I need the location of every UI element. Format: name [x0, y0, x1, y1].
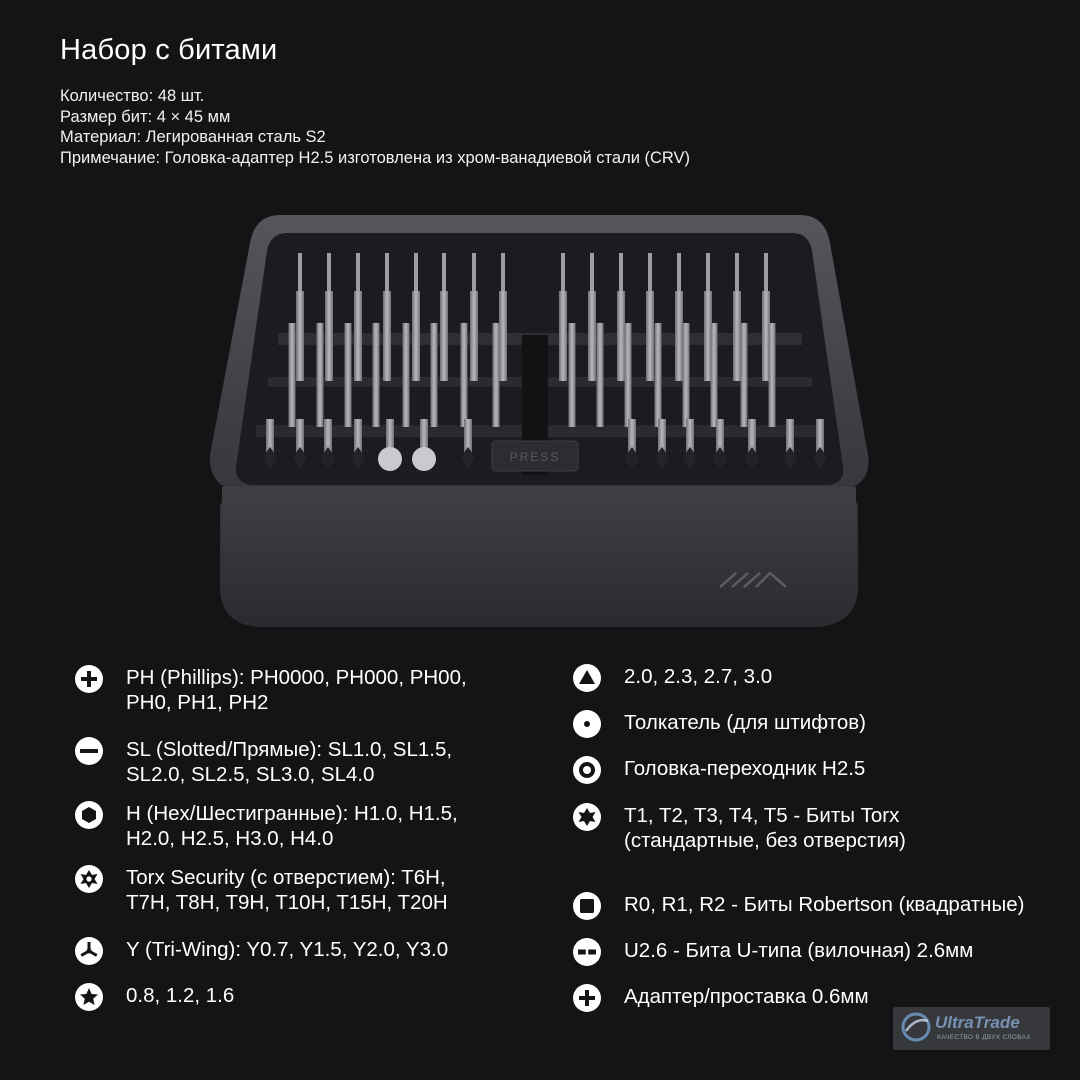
- bit-tip: [414, 253, 418, 293]
- bit-tip: [648, 253, 652, 293]
- bit-tip: [327, 253, 331, 293]
- bit-shank: [683, 323, 690, 427]
- bit-shank: [559, 291, 567, 381]
- minus-circle-icon: [74, 736, 104, 766]
- watermark-subtitle: КАЧЕСТВО В ДВУХ СЛОВАХ: [937, 1034, 1031, 1041]
- bit-shank: [354, 291, 362, 381]
- bit-tip: [442, 253, 446, 293]
- legend-text: H2.0, H2.5, H3.0, H4.0: [126, 827, 334, 850]
- bit-tip: [385, 253, 389, 293]
- bit-shank: [403, 323, 410, 427]
- bit-shank: [325, 291, 333, 381]
- bit-shank: [440, 291, 448, 381]
- bit-shank: [470, 291, 478, 381]
- tri-wing-icon: [74, 936, 104, 966]
- bit-tip: [764, 253, 768, 293]
- legend-text: R0, R1, R2 - Биты Robertson (квадратные): [624, 893, 1025, 916]
- legend-text: 0.8, 1.2, 1.6: [126, 984, 235, 1007]
- legend-text: Y (Tri-Wing): Y0.7, Y1.5, Y2.0, Y3.0: [126, 938, 449, 961]
- press-label: PRESS: [509, 450, 561, 464]
- legend-text: PH0, PH1, PH2: [126, 691, 269, 714]
- square-circle-icon: [572, 891, 602, 921]
- legend-text: T1, T2, T3, T4, T5 - Биты Torx: [624, 804, 900, 827]
- legend-text: SL (Slotted/Прямые): SL1.0, SL1.5,: [126, 738, 453, 761]
- bit-tip: [356, 253, 360, 293]
- bit-socket: [378, 447, 402, 471]
- bit-tip: [501, 253, 505, 293]
- bit-shank: [646, 291, 654, 381]
- u-type-icon: [572, 937, 602, 967]
- bit-shank: [431, 323, 438, 427]
- spec-list: [60, 86, 690, 168]
- legend-text: Головка-переходник H2.5: [624, 757, 866, 780]
- bit-shank: [597, 323, 604, 427]
- watermark-logo-icon: [900, 1011, 932, 1043]
- watermark-brand: UltraTrade: [935, 1013, 1020, 1032]
- bit-shank: [655, 323, 662, 427]
- spec-quantity: Количество: 48 шт.: [60, 87, 205, 105]
- bit-shank: [499, 291, 507, 381]
- bit-tip: [706, 253, 710, 293]
- legend-text: SL2.0, SL2.5, SL3.0, SL4.0: [126, 763, 375, 786]
- torx-icon: [572, 802, 602, 832]
- legend-text: Torx Security (с отверстием): T6H,: [126, 866, 446, 889]
- bit-shank: [317, 323, 324, 427]
- page-title: Набор с битами: [60, 34, 278, 66]
- cross-circle-icon: [572, 983, 602, 1013]
- bit-tip: [677, 253, 681, 293]
- bit-tip: [298, 253, 302, 293]
- bit-shank: [383, 291, 391, 381]
- pentalobe-star-icon: [74, 982, 104, 1012]
- bit-shank: [625, 323, 632, 427]
- bit-shank: [733, 291, 741, 381]
- bit-shank: [617, 291, 625, 381]
- legend-text: 2.0, 2.3, 2.7, 3.0: [624, 665, 773, 688]
- spec-note: Примечание: Головка-адаптер H2.5 изготовлена из хром-ванадиевой стали (CRV): [60, 148, 691, 167]
- legend-text: Толкатель (для штифтов): [624, 711, 866, 734]
- bit-shank: [373, 323, 380, 427]
- triangle-circle-icon: [572, 663, 602, 693]
- bit-tip: [735, 253, 739, 293]
- bit-shank: [741, 323, 748, 427]
- dot-circle-icon: [572, 709, 602, 739]
- legend-text: H (Hex/Шестигранные): H1.0, H1.5,: [126, 802, 458, 825]
- hexagon-circle-icon: [74, 800, 104, 830]
- legend-text: Адаптер/проставка 0.6мм: [624, 985, 869, 1008]
- bit-shank: [296, 291, 304, 381]
- bit-shank: [412, 291, 420, 381]
- legend-text: T7H, T8H, T9H, T10H, T15H, T20H: [126, 891, 448, 914]
- plus-circle-icon: [74, 664, 104, 694]
- legend-text: (стандартные, без отверстия): [624, 829, 906, 852]
- spec-bit-size: Размер бит: 4 × 45 мм: [60, 107, 231, 126]
- bit-shank: [588, 291, 596, 381]
- bit-shank: [675, 291, 683, 381]
- bit-tip: [590, 253, 594, 293]
- bit-shank: [345, 323, 352, 427]
- bit-shank: [289, 323, 296, 427]
- bit-tip: [561, 253, 565, 293]
- bit-shank: [493, 323, 500, 427]
- bit-shank: [569, 323, 576, 427]
- legend-text: PH (Phillips): PH0000, PH000, PH00,: [126, 666, 467, 689]
- bit-shank: [461, 323, 468, 427]
- watermark: [893, 1007, 1050, 1050]
- bit-tip: [472, 253, 476, 293]
- bit-shank: [711, 323, 718, 427]
- bit-tip: [619, 253, 623, 293]
- legend-text: U2.6 - Бита U-типа (вилочная) 2.6мм: [624, 939, 974, 962]
- bit-socket: [412, 447, 436, 471]
- bit-set-box-image: [200, 205, 880, 635]
- bit-shank: [769, 323, 776, 427]
- torx-security-icon: [74, 864, 104, 894]
- ring-circle-icon: [572, 755, 602, 785]
- spec-material: Материал: Легированная сталь S2: [60, 128, 326, 146]
